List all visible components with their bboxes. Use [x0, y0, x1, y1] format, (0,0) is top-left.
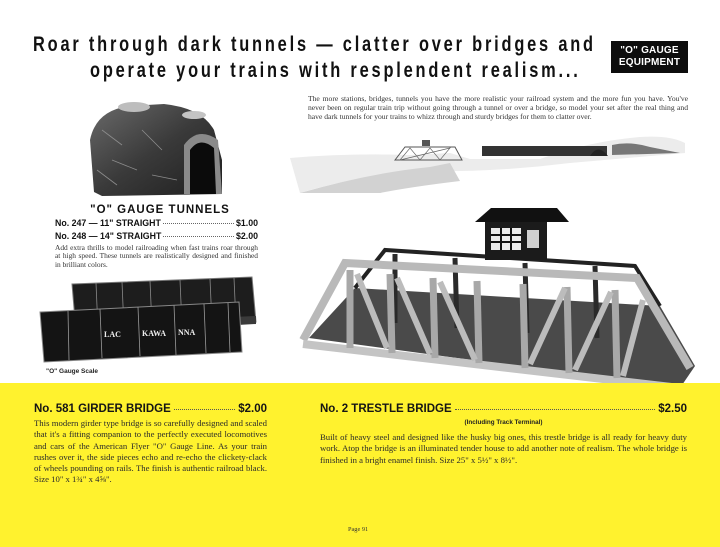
leader-dots — [163, 236, 234, 237]
item-price: $2.00 — [235, 231, 258, 241]
product-description: This modern girder type bridge is so carefully designed and scaled that it's a fitting companion to the perfectly executed locomotives and cars of the American Flyer "O" Gauge Line. As your train rushes over it, the side pieces echo and re-echo the clickety-clack of wheels pounding on rails. The finish is authentic railroad black. Size 10" x 1¾" x 4⅝". — [34, 418, 267, 485]
product-name: No. 581 GIRDER BRIDGE — [34, 403, 171, 415]
tunnel-item-247 — [55, 218, 258, 228]
item-name: No. 248 — 14" STRAIGHT — [55, 231, 162, 241]
item-price: $1.00 — [235, 218, 258, 228]
badge-line-1: "O" GAUGE — [620, 45, 679, 56]
product-price: $2.50 — [658, 403, 687, 415]
tunnels-title: "O" GAUGE TUNNELS — [90, 204, 230, 216]
scale-label: "O" Gauge Scale — [46, 368, 99, 375]
page-number: Page 91 — [348, 526, 369, 533]
badge-line-2: EQUIPMENT — [618, 57, 681, 68]
product-price: $2.00 — [238, 403, 267, 415]
trestle-bridge-listing — [320, 403, 687, 466]
trestle-bridge-heading — [320, 403, 687, 415]
gauge-equipment-badge — [611, 41, 688, 73]
tunnel-illustration — [82, 100, 232, 200]
lettering-lac: LAC — [104, 330, 121, 339]
trestle-bridge-illustration — [295, 208, 715, 393]
girder-bridge-heading — [34, 403, 267, 415]
intro-paragraph: The more stations, bridges, tunnels you have the more realistic your railroad system and the more fun you have. You've never been on regular train trip without going through a tunnel or over a bridge, so model your set after the real thing and have dark tunnels for your trains to whizz through and sturdy bridges for them to clatter over. — [308, 94, 688, 122]
product-description: Built of heavy steel and designed like the husky big ones, this trestle bridge is all ready for heavy duty work. Atop the bridge is an illuminated tender house to add another note of realism. The whole bridge is finished in a bright enamel finish. Size 25" x 5½" x 8½". — [320, 432, 687, 465]
leader-dots — [174, 409, 235, 410]
landscape-sketch — [290, 133, 720, 193]
item-name: No. 247 — 11" STRAIGHT — [55, 218, 161, 228]
leader-dots — [163, 223, 234, 224]
leader-dots — [455, 409, 656, 410]
girder-bridge-illustration — [34, 272, 264, 364]
product-subtitle: (Including Track Terminal) — [464, 419, 543, 426]
lettering-kawa: KAWA — [142, 329, 167, 338]
lettering-nna: NNA — [178, 328, 196, 337]
headline-line-2: operate your trains with resplendent realism... — [90, 59, 581, 82]
girder-bridge-listing — [34, 403, 267, 486]
tunnel-item-248 — [55, 231, 258, 241]
headline-line-1: Roar through dark tunnels — clatter over bridges and — [33, 33, 596, 56]
tunnels-description: Add extra thrills to model railroading when fast trains roar through at high speed. These tunnels are realistically designed and finished in brilliant colors. — [55, 243, 258, 269]
product-name: No. 2 TRESTLE BRIDGE — [320, 403, 452, 415]
